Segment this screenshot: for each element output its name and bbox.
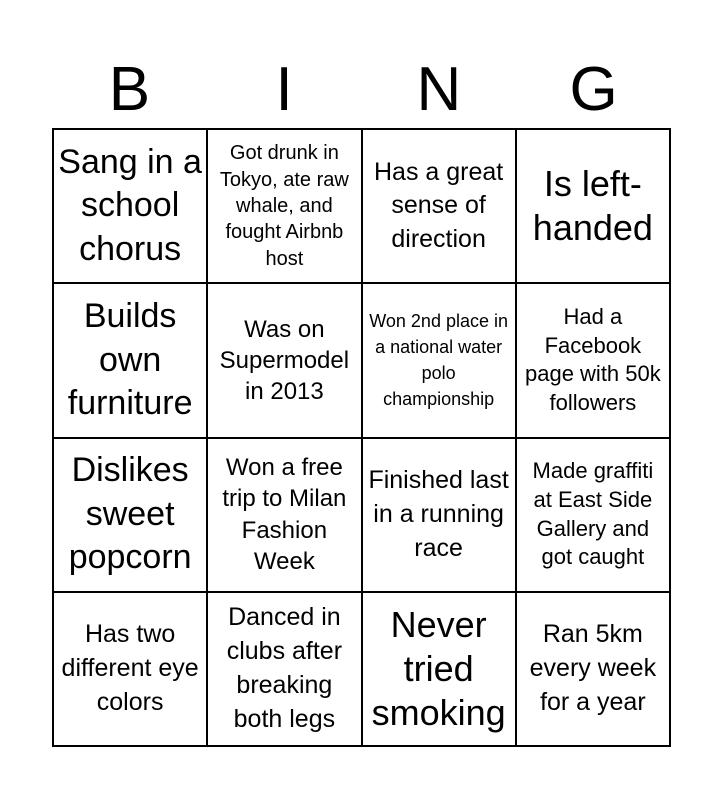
bingo-cell[interactable]: Won 2nd place in a national water polo championship — [362, 283, 516, 437]
bingo-cell[interactable]: Made graffiti at East Side Gallery and got caught — [516, 438, 670, 592]
bingo-cell[interactable]: Finished last in a running race — [362, 438, 516, 592]
bingo-header — [52, 52, 671, 128]
bingo-cell[interactable]: Was on Supermodel in 2013 — [207, 283, 361, 437]
bingo-cell[interactable]: Had a Facebook page with 50k followers — [516, 283, 670, 437]
bingo-cell[interactable]: Builds own furniture — [53, 283, 207, 437]
bingo-cell[interactable]: Ran 5km every week for a year — [516, 592, 670, 746]
bingo-cell[interactable]: Sang in a school chorus — [53, 129, 207, 283]
header-letter-b: B — [108, 55, 151, 124]
header-letter-n: N — [416, 55, 462, 124]
bingo-cell[interactable]: Dislikes sweet popcorn — [53, 438, 207, 592]
bingo-cell[interactable]: Won a free trip to Milan Fashion Week — [207, 438, 361, 592]
bingo-cell[interactable]: Never tried smoking — [362, 592, 516, 746]
bingo-grid — [52, 128, 671, 747]
bingo-cell[interactable]: Is left-handed — [516, 129, 670, 283]
header-letter-g: G — [569, 55, 618, 124]
header-letter-i: I — [275, 55, 293, 124]
bingo-cell[interactable]: Got drunk in Tokyo, ate raw whale, and fought Airbnb host — [207, 129, 361, 283]
bingo-cell[interactable]: Has a great sense of direction — [362, 129, 516, 283]
bingo-cell[interactable]: Danced in clubs after breaking both legs — [207, 592, 361, 746]
bingo-cell[interactable]: Has two different eye colors — [53, 592, 207, 746]
